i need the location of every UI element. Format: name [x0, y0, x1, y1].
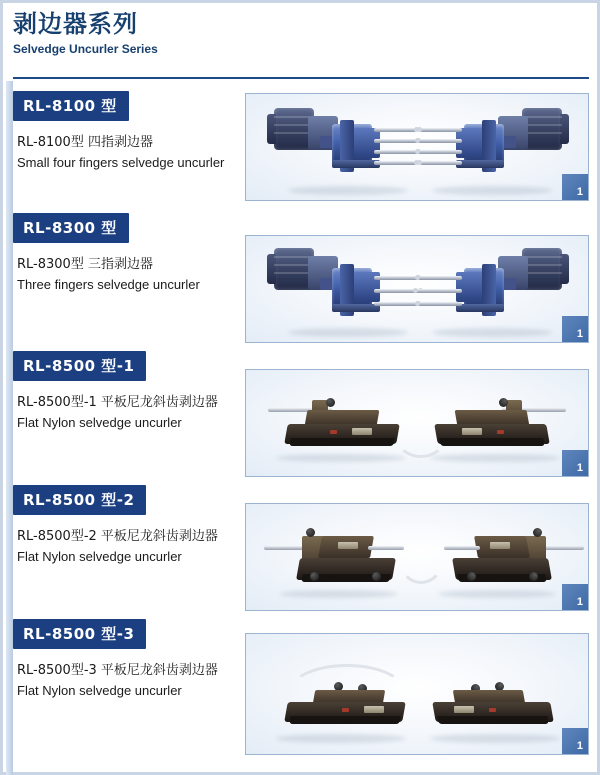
- product-description: [17, 133, 245, 173]
- description-cn: RL-8500型-2 平板尼龙斜齿剥边器: [17, 529, 218, 544]
- page-number-text: 1: [576, 462, 583, 474]
- header-divider: [13, 77, 589, 79]
- page-header: [13, 9, 589, 57]
- page-number-badge: [562, 316, 588, 342]
- product-info: [13, 485, 245, 567]
- product-illustration-flat-nylon-1: [246, 370, 588, 476]
- product-info: [13, 351, 245, 433]
- product-illustration-four-fingers: [246, 94, 588, 200]
- page-title-cn: 剥边器系列: [13, 10, 138, 38]
- page-number-text: 1: [576, 328, 583, 340]
- page-number-badge: [562, 174, 588, 200]
- page-number-text: 1: [576, 186, 583, 198]
- product-illustration-three-fingers: [246, 236, 588, 342]
- description-en: Three fingers selvedge uncurler: [17, 277, 200, 292]
- product-description: [17, 393, 245, 433]
- description-cn: RL-8300型 三指剥边器: [17, 257, 153, 272]
- product-row: [13, 213, 589, 340]
- page-number-text: 1: [576, 740, 583, 752]
- page-title-en: Selvedge Uncurler Series: [13, 42, 158, 56]
- product-description: [17, 255, 245, 295]
- page-number-text: 1: [576, 596, 583, 608]
- product-info: [13, 619, 245, 701]
- description-en: Flat Nylon selvedge uncurler: [17, 549, 182, 564]
- page-number-badge: [562, 450, 588, 476]
- product-photo: [245, 235, 589, 343]
- model-badge: RL-8100 型: [13, 91, 129, 121]
- product-illustration-flat-nylon-3: [246, 634, 588, 754]
- product-row: [13, 485, 589, 608]
- description-en: Small four fingers selvedge uncurler: [17, 155, 225, 170]
- product-photo: [245, 93, 589, 201]
- product-photo: [245, 633, 589, 755]
- model-badge: RL-8300 型: [13, 213, 129, 243]
- description-en: Flat Nylon selvedge uncurler: [17, 415, 182, 430]
- model-badge: RL-8500 型-3: [13, 619, 146, 649]
- description-cn: RL-8100型 四指剥边器: [17, 135, 153, 150]
- model-badge: RL-8500 型-2: [13, 485, 146, 515]
- page-number-badge: [562, 584, 588, 610]
- product-illustration-flat-nylon-2: [246, 504, 588, 610]
- description-en: Flat Nylon selvedge uncurler: [17, 683, 182, 698]
- product-info: [13, 213, 245, 295]
- product-info: [13, 91, 245, 173]
- description-cn: RL-8500型-1 平板尼龙斜齿剥边器: [17, 395, 218, 410]
- model-badge: RL-8500 型-1: [13, 351, 146, 381]
- product-photo: [245, 503, 589, 611]
- left-spine-bar: [6, 81, 13, 775]
- product-description: [17, 661, 245, 701]
- product-description: [17, 527, 245, 567]
- product-row: [13, 619, 589, 752]
- page-number-badge: [562, 728, 588, 754]
- product-photo: [245, 369, 589, 477]
- product-row: [13, 91, 589, 201]
- description-cn: RL-8500型-3 平板尼龙斜齿剥边器: [17, 663, 218, 678]
- product-row: [13, 351, 589, 474]
